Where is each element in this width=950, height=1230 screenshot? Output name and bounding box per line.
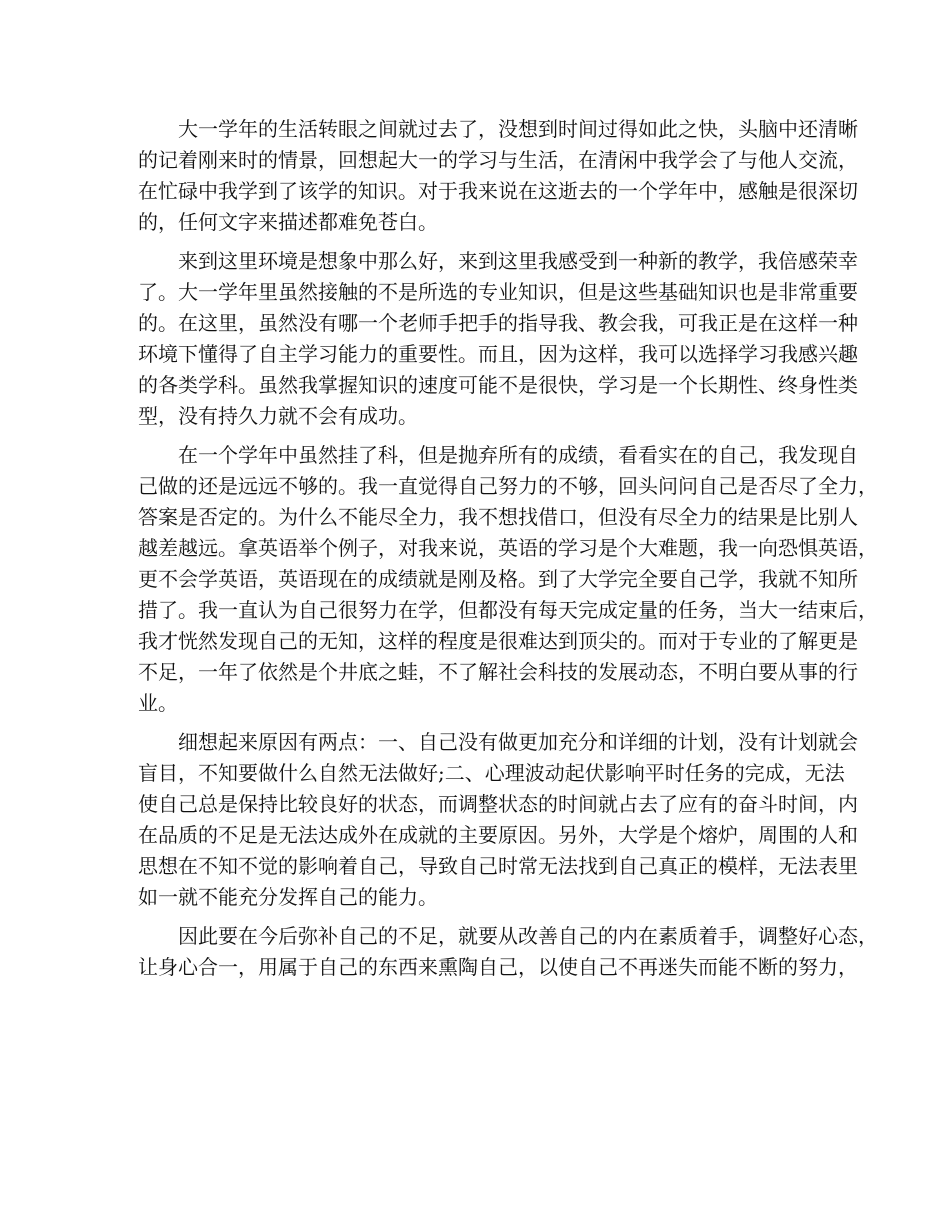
text-line: 越差越远。拿英语举个例子，对我来说，英语的学习是个大难题，我一向恐惧英语，	[138, 536, 878, 560]
text-line: 在忙碌中我学到了该学的知识。对于我来说在这逝去的一个学年中，感触是很深切	[138, 179, 858, 203]
document-body	[138, 114, 878, 983]
text-line: 使自己总是保持比较良好的状态，而调整状态的时间就占去了应有的奋斗时间，内	[138, 792, 858, 816]
text-line: 的各类学科。虽然我掌握知识的速度可能不是很快，学习是一个长期性、终身性类	[138, 373, 858, 397]
text-line: 措了。我一直认为自己很努力在学，但都没有每天完成定量的任务，当大一结束后，	[138, 598, 878, 622]
text-line: 的，任何文字来描述都难免苍白。	[138, 210, 438, 234]
text-line: 的。在这里，虽然没有哪一个老师手把手的指导我、教会我，可我正是在这样一种	[138, 311, 858, 335]
paragraph-2	[138, 246, 858, 432]
text-line: 环境下懂得了自主学习能力的重要性。而且，因为这样，我可以选择学习我感兴趣	[138, 342, 858, 366]
text-line: 盲目，不知要做什么自然无法做好;二、心理波动起伏影响平时任务的完成，无法	[138, 761, 845, 785]
paragraph-4	[138, 727, 858, 913]
paragraph-5	[138, 921, 878, 983]
text-line: 业。	[138, 691, 178, 715]
text-line: 思想在不知不觉的影响着自己，导致自己时常无法找到自己真正的模样，无法表里	[138, 854, 858, 878]
text-line: 不足，一年了依然是个井底之蛙，不了解社会科技的发展动态，不明白要从事的行	[138, 660, 858, 684]
text-line: 在一个学年中虽然挂了科，但是抛弃所有的成绩，看看实在的自己，我发现自	[178, 443, 858, 467]
text-line: 己做的还是远远不够的。我一直觉得自己努力的不够，回头问问自己是否尽了全力，	[138, 474, 878, 498]
text-line: 如一就不能充分发挥自己的能力。	[138, 885, 438, 909]
text-line: 让身心合一，用属于自己的东西来熏陶自己，以使自己不再迷失而能不断的努力，	[138, 955, 858, 979]
text-line: 来到这里环境是想象中那么好，来到这里我感受到一种新的教学，我倍感荣幸	[178, 249, 858, 273]
text-line: 大一学年的生活转眼之间就过去了，没想到时间过得如此之快，头脑中还清晰	[178, 117, 858, 141]
text-line: 更不会学英语，英语现在的成绩就是刚及格。到了大学完全要自己学，我就不知所	[138, 567, 858, 591]
paragraph-3	[138, 440, 878, 719]
text-line: 细想起来原因有两点：一、自己没有做更加充分和详细的计划，没有计划就会	[178, 730, 858, 754]
text-line: 因此要在今后弥补自己的不足，就要从改善自己的内在素质着手，调整好心态，	[178, 924, 878, 948]
text-line: 答案是否定的。为什么不能尽全力，我不想找借口，但没有尽全力的结果是比别人	[138, 505, 858, 529]
text-line: 的记着刚来时的情景，回想起大一的学习与生活，在清闲中我学会了与他人交流，	[138, 148, 858, 172]
text-line: 了。大一学年里虽然接触的不是所选的专业知识，但是这些基础知识也是非常重要	[138, 280, 858, 304]
paragraph-1	[138, 114, 858, 238]
text-line: 在品质的不足是无法达成外在成就的主要原因。另外，大学是个熔炉，周围的人和	[138, 823, 858, 847]
text-line: 型，没有持久力就不会有成功。	[138, 404, 418, 428]
text-line: 我才恍然发现自己的无知，这样的程度是很难达到顶尖的。而对于专业的了解更是	[138, 629, 858, 653]
